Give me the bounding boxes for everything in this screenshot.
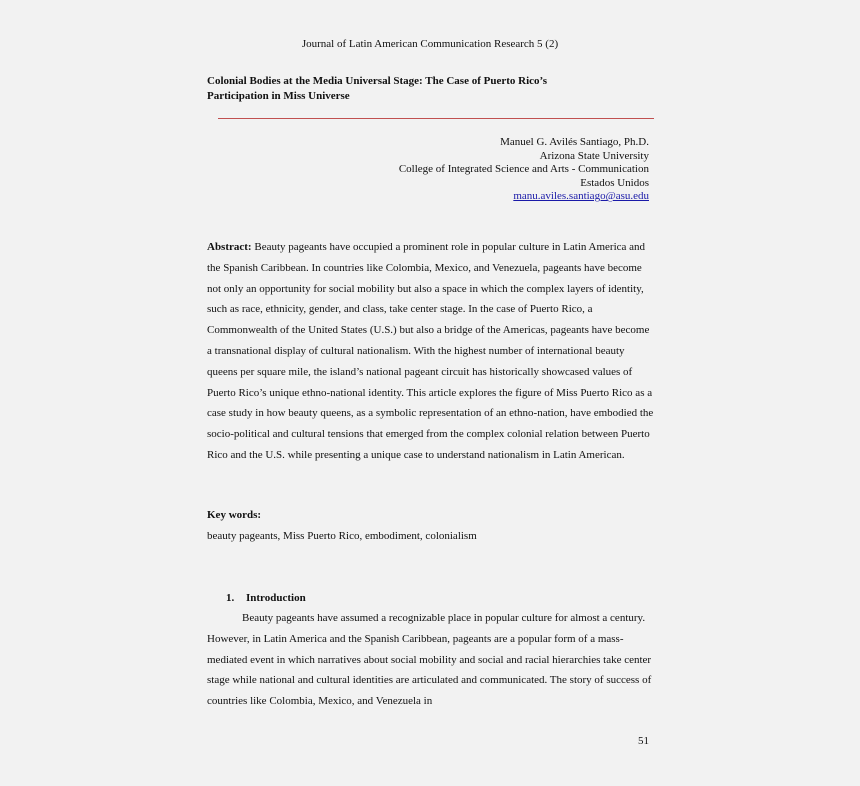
journal-header: Journal of Latin American Communication Research 5 (2) — [301, 38, 559, 50]
author-college: College of Integrated Science and Arts - Communication — [398, 163, 649, 176]
author-block — [399, 136, 649, 204]
abstract — [207, 237, 654, 466]
abstract-text: Beauty pageants have occupied a prominent role in popular culture in Latin America and the Spanish Caribbean. In countries like Colombia, Mexico, and Venezuela, pageants have become not only an opportunity for social mobility but also a space in which the complex layers of identity, such as race, ethnicity, gender, and class, take center stage. In the case of Puerto Rico, a Commonwealth of the United States (U.S.) but also a bridge of the Americas, pageants have become a transnational display of cultural nationalism. With the highest number of international beauty queens per square mile, the island’s national pageant circuit has historically showcased values of Puerto Rico’s unique ethno-national identity. This article explores the figure of Miss Puerto Rico as a case study in how beauty queens, as a symbolic representation of an ethno-nation, have embodied the socio-political and cultural tensions that emerged from the complex colonial relation between Puerto Rico and the U.S. while presenting a unique case to understand nationalism in Latin American. — [207, 241, 654, 461]
keywords-label: Key words: — [207, 509, 262, 521]
author-university: Arizona State University — [539, 149, 649, 162]
section-number: 1. — [226, 592, 235, 604]
article-title — [207, 74, 647, 103]
author-name: Manuel G. Avilés Santiago, Ph.D. — [500, 136, 649, 148]
keywords-text: beauty pageants, Miss Puerto Rico, embodiment, colonialism — [207, 530, 477, 542]
section-heading-introduction — [226, 591, 306, 605]
author-email-link[interactable]: manu.aviles.santiago@asu.edu — [513, 190, 649, 203]
article-title-line-1: Colonial Bodies at the Media Universal Stage: The Case of Puerto Rico’s — [207, 75, 548, 87]
title-divider — [218, 118, 654, 119]
abstract-label: Abstract: — [207, 241, 252, 253]
section-title: Introduction — [246, 592, 306, 604]
author-country: Estados Unidos — [580, 176, 649, 189]
article-title-line-2: Participation in Miss Universe — [207, 89, 350, 102]
introduction-paragraph: Beauty pageants have assumed a recognizable place in popular culture for almost a century. However, in Latin America and the Spanish Caribbean, pageants are a popular form of a mass-mediated event in which narratives about social mobility and social and racial hierarchies take center stage while national and cultural identities are articulated and communicated. The story of success of countries like Colombia, Mexico, and Venezuela in — [207, 612, 652, 708]
page-number: 51 — [638, 735, 649, 747]
